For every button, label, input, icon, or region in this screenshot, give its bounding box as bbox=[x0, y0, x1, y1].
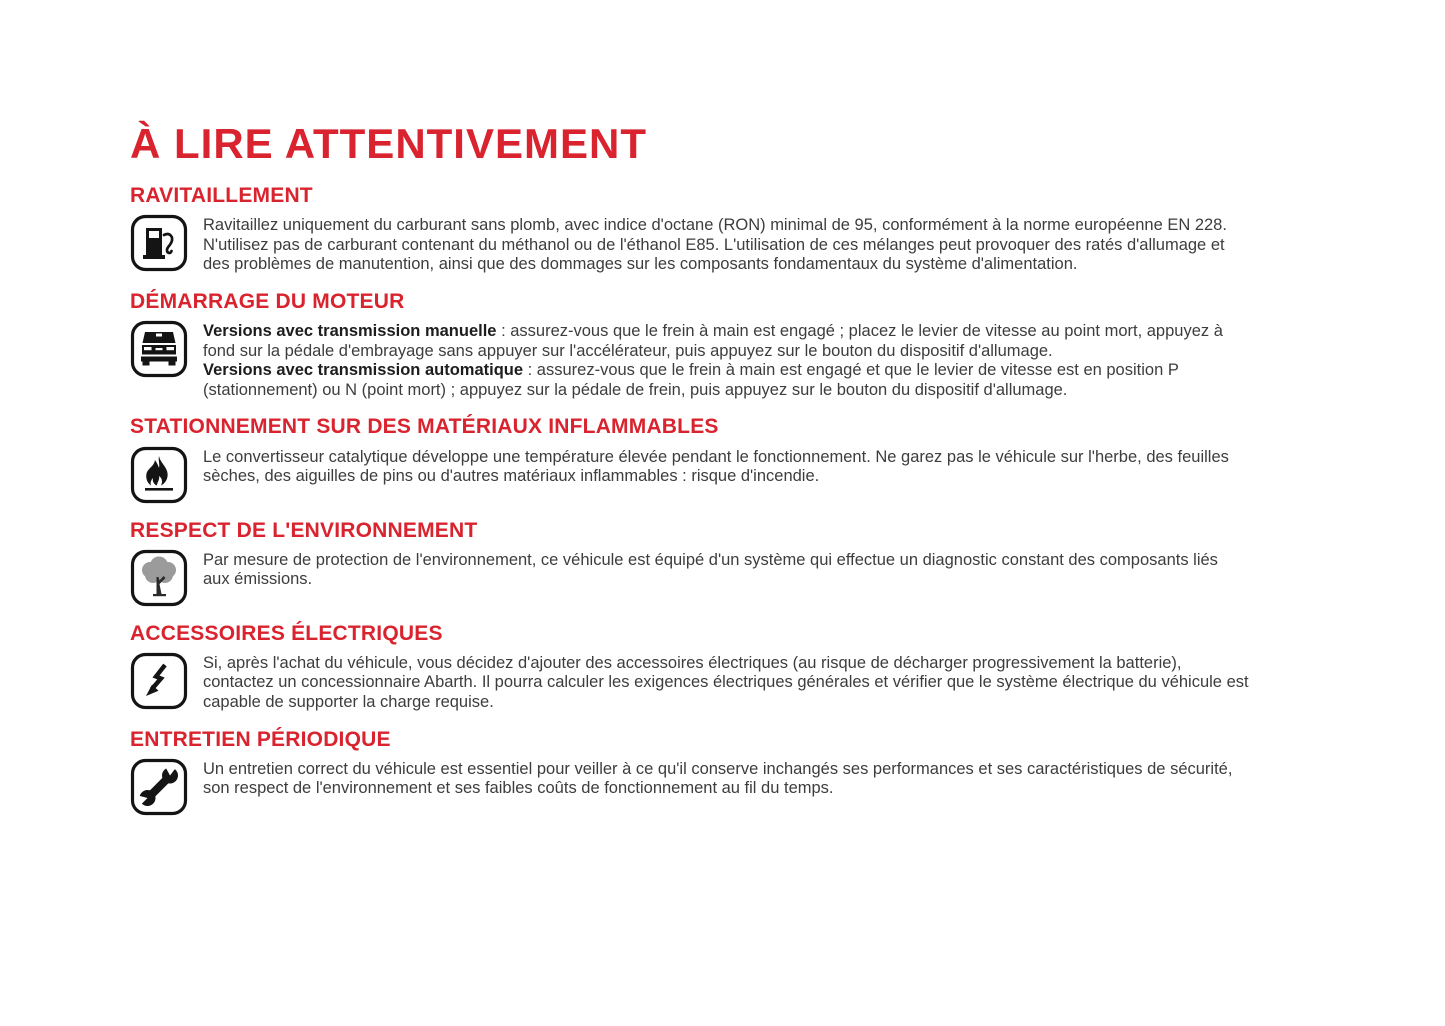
section-heading: STATIONNEMENT SUR DES MATÉRIAUX INFLAMMABLES bbox=[130, 415, 719, 439]
text-line: capable de supporter la charge requise. bbox=[203, 692, 494, 711]
text-line: Le convertisseur catalytique développe une température élevée pendant le fonctionnement. Ne garez pas le véhicule sur l'herbe, des feuilles bbox=[203, 447, 1229, 466]
section-text bbox=[203, 446, 1229, 487]
manual-section bbox=[130, 519, 1320, 607]
section-heading: RESPECT DE L'ENVIRONNEMENT bbox=[130, 518, 478, 542]
section-text bbox=[203, 549, 1218, 590]
section-heading: ENTRETIEN PÉRIODIQUE bbox=[130, 727, 391, 751]
lightning-bolt-icon bbox=[130, 652, 188, 710]
text-line: Par mesure de protection de l'environnement, ce véhicule est équipé d'un système qui effectue un diagnostic constant des composants liés bbox=[203, 550, 1218, 569]
manual-section bbox=[130, 290, 1320, 400]
text-line: des problèmes de manutention, ainsi que des dommages sur les composants fondamentaux du système d'alimentation. bbox=[203, 255, 1078, 274]
text-line: Un entretien correct du véhicule est essentiel pour veiller à ce qu'il conserve inchangés ses performances et ses caractéristiques de sécurité, bbox=[203, 759, 1233, 778]
text-line: (stationnement) ou N (point mort) ; appuyez sur la pédale de frein, puis appuyez sur le bouton du dispositif d'allumage. bbox=[203, 380, 1068, 399]
text-line: Versions avec transmission manuelle : assurez-vous que le frein à main est engagé ; placez le levier de vitesse au point mort, appuyez à bbox=[203, 322, 1223, 341]
flame-icon bbox=[130, 446, 188, 504]
text-line: N'utilisez pas de carburant contenant du méthanol ou de l'éthanol E85. L'utilisation de ces mélanges peut provoquer des ratés d'allumage et bbox=[203, 235, 1225, 254]
manual-section bbox=[130, 622, 1320, 713]
section-heading: DÉMARRAGE DU MOTEUR bbox=[130, 289, 405, 313]
manual-section bbox=[130, 728, 1320, 816]
section-text bbox=[203, 758, 1232, 799]
text-line: aux émissions. bbox=[203, 570, 313, 589]
sections bbox=[130, 184, 1320, 816]
text-line: sèches, des aiguilles de pins ou d'autres matériaux inflammables : risque d'incendie. bbox=[203, 467, 820, 486]
text-line: Versions avec transmission automatique : assurez-vous que le frein à main est engagé et que le levier de vitesse est en position P bbox=[203, 361, 1179, 380]
section-row bbox=[130, 214, 1320, 275]
section-row bbox=[130, 320, 1320, 400]
page-title: À LIRE ATTENTIVEMENT bbox=[130, 120, 647, 167]
wrench-icon bbox=[130, 758, 188, 816]
text-line: fond sur la pédale d'embrayage sans appuyer sur l'accélérateur, puis appuyez sur le bouton du dispositif d'allumage. bbox=[203, 341, 1053, 360]
car-front-icon bbox=[130, 320, 188, 378]
section-heading: RAVITAILLEMENT bbox=[130, 184, 313, 208]
section-text bbox=[203, 214, 1227, 275]
section-text bbox=[203, 652, 1249, 713]
section-row bbox=[130, 549, 1320, 607]
manual-section bbox=[130, 415, 1320, 503]
text-line: son respect de l'environnement et ses faibles coûts de fonctionnement au fil du temps. bbox=[203, 779, 834, 798]
section-row bbox=[130, 758, 1320, 816]
manual-page bbox=[130, 122, 1320, 831]
section-heading: ACCESSOIRES ÉLECTRIQUES bbox=[130, 621, 443, 645]
section-row bbox=[130, 446, 1320, 504]
fuel-pump-icon bbox=[130, 214, 188, 272]
tree-icon bbox=[130, 549, 188, 607]
manual-section bbox=[130, 184, 1320, 275]
section-text bbox=[203, 320, 1223, 400]
section-row bbox=[130, 652, 1320, 713]
text-line: Ravitaillez uniquement du carburant sans plomb, avec indice d'octane (RON) minimal de 95, conformément à la norme européenne EN 228. bbox=[203, 216, 1227, 235]
text-line: Si, après l'achat du véhicule, vous décidez d'ajouter des accessoires électriques (au risque de décharger progressivement la batterie), bbox=[203, 653, 1182, 672]
text-line: contactez un concessionnaire Abarth. Il pourra calculer les exigences électriques générales et vérifier que le système électrique du véhicule est bbox=[203, 673, 1249, 692]
